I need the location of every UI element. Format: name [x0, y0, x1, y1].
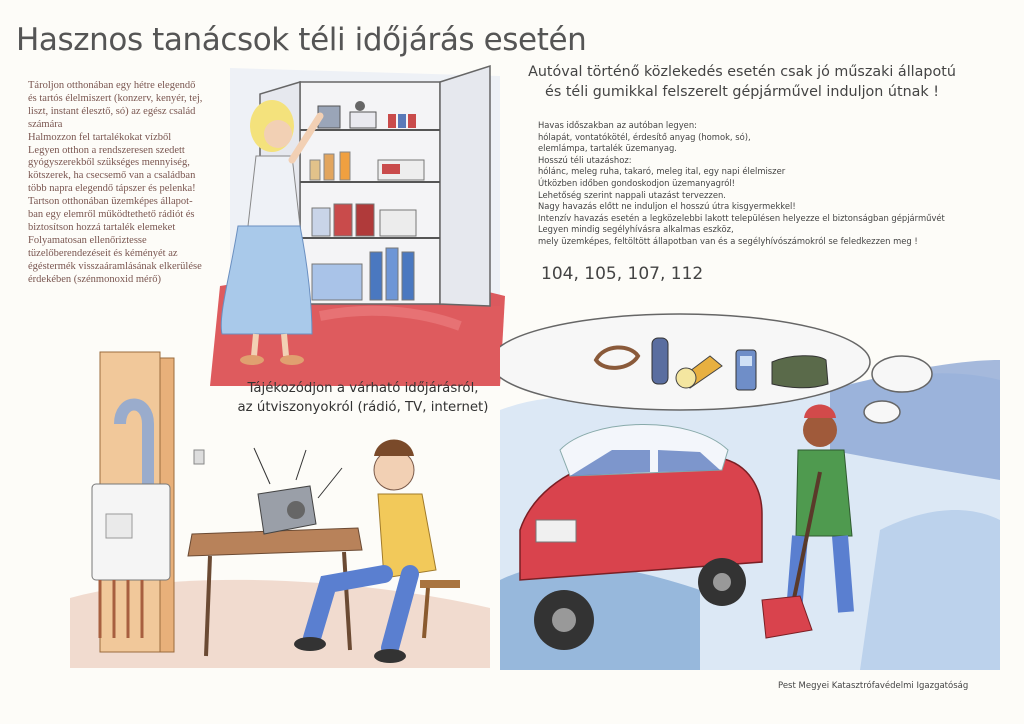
- home-tip-line: számára: [28, 118, 63, 130]
- car-tip-line: Legyen mindig segélyhívásra alkalmas eszköz,: [538, 224, 734, 235]
- pantry-illustration: [200, 56, 510, 386]
- car-heading: [492, 62, 992, 102]
- car-tip-line: hólapát, vontatókötél, érdesítő anyag (homok, só),: [538, 131, 751, 142]
- home-tip-line: liszt, instant élesztő, só) az egész család: [28, 105, 196, 117]
- home-tip-line: ban egy elemről működtethető rádiót és: [28, 209, 195, 221]
- car-tips: [538, 120, 958, 248]
- car-tip-line: Intenzív havazás esetén a legközelebbi lakott településen helyezze el biztonságban gépjárművét: [538, 212, 945, 223]
- home-tip-line: Tartson otthonában üzemképes állapot-: [28, 196, 193, 208]
- home-tip-line: tüzelőberendezéseit és kéményét az: [28, 247, 178, 259]
- home-tips: [28, 80, 224, 287]
- car-tip-line: mely üzemképes, feltöltött állapotban van és a segélyhívószámokról se feledkezzen meg !: [538, 235, 918, 246]
- car-tip-line: Havas időszakban az autóban legyen:: [538, 120, 697, 130]
- car-heading-line: Autóval történő közlekedés esetén csak jó műszaki állapotú: [528, 64, 956, 80]
- car-tip-line: Nagy havazás előtt ne induljon el hosszú útra kisgyermekkel!: [538, 201, 796, 212]
- car-tip-line: Hosszú téli utazáshoz:: [538, 154, 632, 165]
- info-line: Tájékozódjon a várható időjárásról,: [247, 381, 479, 396]
- car-snow-illustration: [500, 300, 1000, 670]
- info-text: [228, 379, 498, 417]
- home-tip-line: több napra elegendő tápszer és pelenka!: [28, 183, 196, 195]
- home-tip-line: Folyamatosan ellenőriztesse: [28, 234, 147, 246]
- home-tip-line: érdekében (szénmonoxid mérő): [28, 273, 161, 285]
- car-tip-line: hólánc, meleg ruha, takaró, meleg ital, egy napi élelmiszer: [538, 166, 786, 177]
- home-tip-line: gyógyszerekből szükséges mennyiség,: [28, 157, 190, 169]
- page-title: Hasznos tanácsok téli időjárás esetén: [16, 22, 587, 58]
- home-tip-line: Legyen otthon a rendszeresen szedett: [28, 144, 185, 156]
- home-tip-line: Tároljon otthonában egy hétre elegendő: [28, 80, 196, 91]
- home-tip-line: Halmozzon fel tartalékokat vízből: [28, 131, 172, 143]
- car-tip-line: Lehetőség szerint nappali utazást tervezzen.: [538, 189, 726, 200]
- footer-organization: Pest Megyei Katasztrófavédelmi Igazgatóság: [778, 681, 969, 691]
- info-line: az útviszonyokról (rádió, TV, internet): [237, 400, 489, 415]
- home-tip-line: égéstermék visszaáramlásának elkerülése: [28, 260, 202, 272]
- emergency-numbers: 104, 105, 107, 112: [541, 264, 704, 284]
- home-tip-line: kötszerek, ha csecsemő van a családban: [28, 170, 196, 182]
- car-tip-line: Útközben időben gondoskodjon üzemanyagról!: [538, 177, 736, 188]
- home-tip-line: biztosítson hozzá tartalék elemeket: [28, 221, 176, 233]
- car-tip-line: elemlámpa, tartalék üzemanyag.: [538, 143, 677, 154]
- car-heading-line: és téli gumikkal felszerelt gépjárművel induljon útnak !: [545, 84, 939, 100]
- home-tip-line: és tartós élelmiszert (konzerv, kenyér, tej,: [28, 92, 203, 104]
